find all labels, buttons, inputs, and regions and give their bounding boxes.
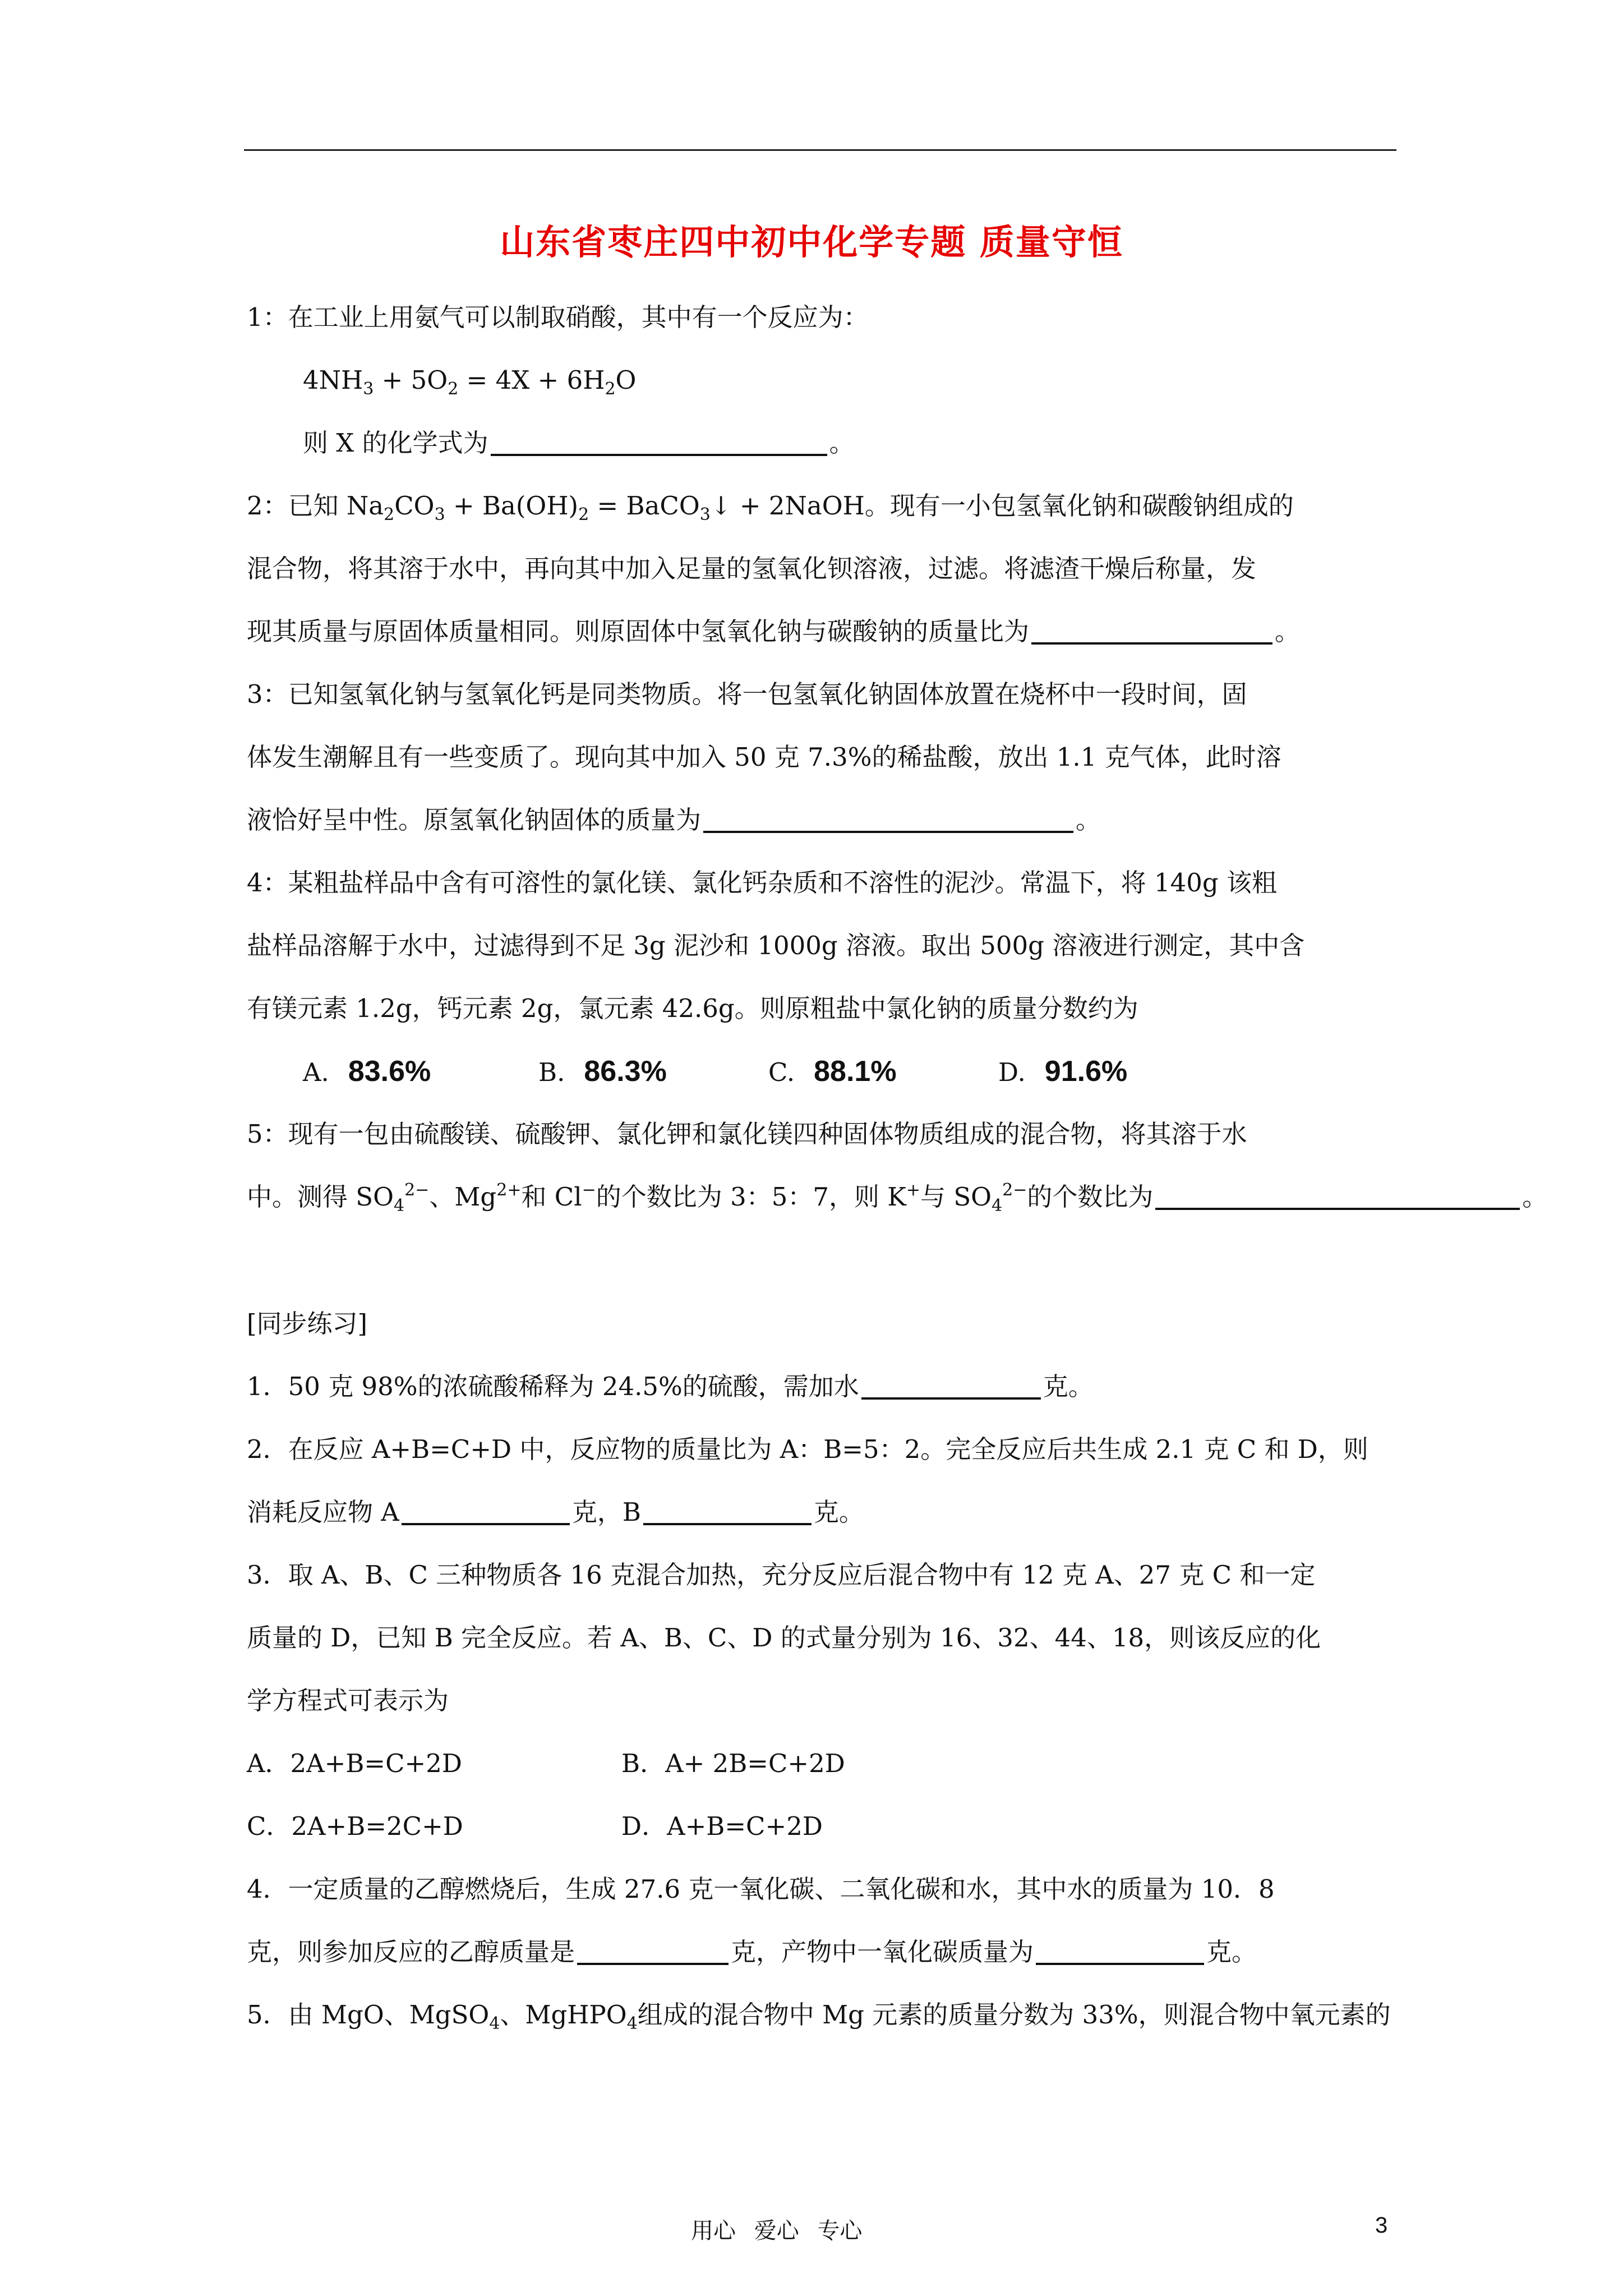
answer-blank[interactable]	[491, 428, 827, 456]
practice-3-line-3: 学方程式可表示为	[247, 1686, 449, 1715]
q1-question: 则 X 的化学式为 。	[303, 428, 855, 458]
q4-line-3: 有镁元素 1.2g，钙元素 2g，氯元素 42.6g。则原粗盐中氯化钠的质量分数约为	[247, 993, 1138, 1023]
answer-blank[interactable]	[703, 805, 1073, 833]
answer-blank[interactable]	[1036, 1937, 1204, 1965]
practice-3-line-2: 质量的 D，已知 B 完全反应。若 A、B、C、D 的式量分别为 16、32、44、18，则该反应的化	[247, 1623, 1321, 1653]
option-d[interactable]: D．A+B=C+2D	[621, 1811, 823, 1841]
footer-motto: 用心 爱心 专心	[691, 2218, 863, 2244]
page-number: 3	[1375, 2213, 1388, 2238]
practice-4-line-1: 4．一定质量的乙醇燃烧后，生成 27.6 克一氧化碳、二氧化碳和水，其中水的质量为 10．8	[247, 1874, 1275, 1904]
practice-3-line-1: 3．取 A、B、C 三种物质各 16 克混合加热，充分反应后混合物中有 12 克 A、27 克 C 和一定	[247, 1560, 1316, 1590]
option-b[interactable]: B．A+ 2B=C+2D	[621, 1749, 845, 1778]
q5-line-1: 5：现有一包由硫酸镁、硫酸钾、氯化钾和氯化镁四种固体物质组成的混合物，将其溶于水	[247, 1119, 1247, 1149]
option-c[interactable]: C. 88.1%	[768, 1055, 897, 1088]
answer-blank[interactable]	[643, 1497, 811, 1525]
q2-line-2: 混合物，将其溶于水中，再向其中加入足量的氢氧化钡溶液，过滤。将滤渣干燥后称量，发	[247, 554, 1257, 583]
q1-intro: 1：在工业上用氨气可以制取硝酸，其中有一个反应为：	[247, 302, 869, 332]
q1-equation: $4NH_3 + 5O_2 = 4X + 6H_2O$	[303, 365, 637, 399]
answer-blank[interactable]	[577, 1937, 728, 1965]
option-c[interactable]: C．2A+B=2C+D	[247, 1811, 463, 1841]
practice-2-line-2: 消耗反应物 A 克，B 克。	[247, 1497, 864, 1527]
header-rule	[244, 149, 1396, 151]
q4-options	[303, 1055, 1127, 1089]
answer-blank[interactable]	[861, 1372, 1041, 1400]
q5-line-2: 中。测得 $SO_4^{2-}$、$Mg^{2+}$和 Cl−的个数比为 3：5：7，则 K+与 $SO_4^{2-}$的个数比为 。	[247, 1180, 1548, 1216]
q2-line-1: 2：已知 $Na_2CO_3 + Ba(OH)_2$ = BaCO$_3$↓ + 2NaOH。现有一小包氢氧化钠和碳酸钠组成的	[247, 491, 1294, 524]
practice-4-line-2: 克，则参加反应的乙醇质量是 克，产物中一氧化碳质量为 克。	[247, 1937, 1257, 1967]
answer-blank[interactable]	[1155, 1182, 1520, 1210]
practice-2-line-1: 2．在反应 A+B=C+D 中，反应物的质量比为 A：B=5：2。完全反应后共生成 2.1 克 C 和 D，则	[247, 1434, 1368, 1464]
practice-1: 1．50 克 98%的浓硫酸稀释为 24.5%的硫酸，需加水 克。	[247, 1372, 1094, 1401]
q3-line-1: 3：已知氢氧化钠与氢氧化钙是同类物质。将一包氢氧化钠固体放置在烧杯中一段时间，固	[247, 679, 1247, 709]
option-b[interactable]: B. 86.3%	[538, 1055, 667, 1088]
option-d[interactable]: D. 91.6%	[998, 1055, 1128, 1088]
answer-blank[interactable]	[1031, 616, 1272, 645]
practice-5-line-1: 5．由 MgO、MgSO$_4$、MgHPO$_4$组成的混合物中 Mg 元素的质量分数为 33%，则混合物中氧元素的	[247, 2000, 1391, 2033]
practice-3-options-row-2	[247, 1810, 823, 1843]
answer-blank[interactable]	[402, 1497, 570, 1525]
option-a[interactable]: A．2A+B=C+2D	[247, 1749, 462, 1778]
option-a[interactable]: A. 83.6%	[303, 1055, 431, 1088]
q3-line-2: 体发生潮解且有一些变质了。现向其中加入 50 克 7.3%的稀盐酸，放出 1.1 克气体，此时溶	[247, 742, 1281, 772]
q2-line-3: 现其质量与原固体质量相同。则原固体中氢氧化钠与碳酸钠的质量比为 。	[247, 616, 1301, 646]
q4-line-1: 4：某粗盐样品中含有可溶性的氯化镁、氯化钙杂质和不溶性的泥沙。常温下，将 140g 该粗	[247, 868, 1277, 898]
q3-line-3: 液恰好呈中性。原氢氧化钠固体的质量为 。	[247, 805, 1101, 835]
practice-3-options-row-1	[247, 1747, 845, 1780]
q4-line-2: 盐样品溶解于水中，过滤得到不足 3g 泥沙和 1000g 溶液。取出 500g 溶液进行测定，其中含	[247, 931, 1305, 960]
practice-heading: [同步练习]	[247, 1309, 368, 1338]
page-title: 山东省枣庄四中初中化学专题 质量守恒	[500, 222, 1123, 263]
